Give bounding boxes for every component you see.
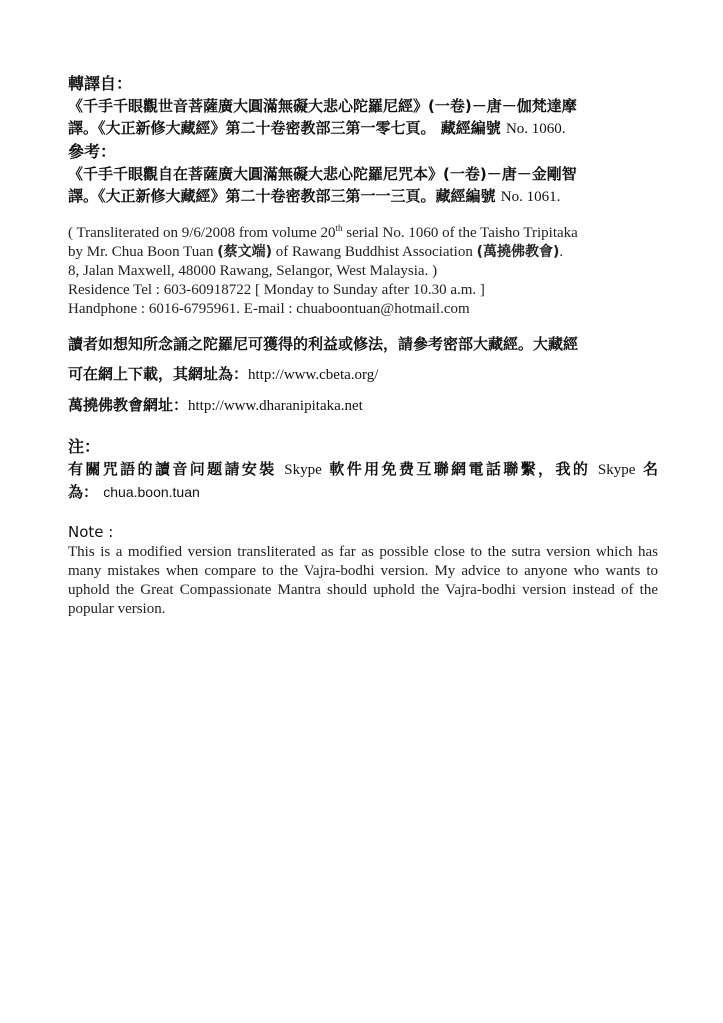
association-chinese-name: (萬撓佛教會) xyxy=(476,244,560,260)
document-page xyxy=(68,72,658,619)
dharanipitaka-link[interactable]: http://www.dharanipitaka.net xyxy=(188,398,363,414)
translation-source-line-2-text: 譯。《大正新修大藏經》第二十卷密教部三第一零七頁。 藏經編號 xyxy=(68,119,501,137)
reference-line-2 xyxy=(68,185,658,208)
readers-line-2 xyxy=(68,363,658,386)
reference-line-1: 《千手千眼觀自在菩薩廣大圓滿無礙大悲心陀羅尼咒本》(一卷)－唐－金剛智 xyxy=(68,165,577,183)
skype-word-2: Skype xyxy=(597,462,636,478)
contact-handphone-email: Handphone : 6016-6795961. E-mail : chuaboontuan@hotmail.com xyxy=(68,301,470,317)
contact-line-2-c: . xyxy=(559,244,564,260)
annotation-heading: 注： xyxy=(68,437,101,456)
contact-line-1-a: ( Transliterated on 9/6/2008 from volume 20 xyxy=(68,225,336,241)
annotation-line-2-text: 為： xyxy=(68,483,99,501)
note-body: This is a modified version transliterated as far as possible close to the sutra version which has many mistakes when compare to the Vajra-bodhi version. My advice to anyone who wants to uphold the Great Compassionate Mantra should uphold the Vajra-bodhi version instead of the popular version. xyxy=(68,544,658,617)
skype-id: chua.boon.tuan xyxy=(103,484,200,500)
annotation-line-2 xyxy=(68,481,658,503)
readers-line-2-text: 可在網上下載，其網址為： xyxy=(68,365,249,383)
skype-word-1: Skype xyxy=(284,462,322,478)
author-chinese-name: (蔡文端) xyxy=(217,244,272,260)
contact-section xyxy=(68,224,658,319)
annotation-line-1 xyxy=(68,458,658,481)
contact-residence-tel: Residence Tel : 603-60918722 [ Monday to Sunday after 10.30 a.m. ] xyxy=(68,282,485,298)
contact-line-2-b: of Rawang Buddhist Association xyxy=(272,244,477,260)
readers-line-3-text: 萬撓佛教會網址： xyxy=(68,396,189,414)
note-title: Note : xyxy=(68,523,114,541)
contact-line-1-b: serial No. 1060 of the Taisho Tripitaka xyxy=(342,225,578,241)
contact-line-2-a: by Mr. Chua Boon Tuan xyxy=(68,244,218,260)
reference-line-2-text: 譯。《大正新修大藏經》第二十卷密教部三第一一三頁。藏經編號 xyxy=(68,187,496,205)
translation-source-line-1: 《千手千眼觀世音菩薩廣大圓滿無礙大悲心陀羅尼經》(一卷)－唐－伽梵達摩 xyxy=(68,97,577,115)
reference-heading: 參考： xyxy=(68,142,117,161)
translation-source-line-2 xyxy=(68,117,658,140)
note-section xyxy=(68,521,658,619)
readers-line-1: 讀者如想知所念誦之陀羅尼可獲得的利益或修法，請參考密部大藏經。大藏經 xyxy=(68,335,579,353)
reference-section xyxy=(68,140,658,208)
annotation-line-1-a: 有關咒語的讀音问题請安裝 xyxy=(68,460,277,478)
readers-line-3 xyxy=(68,394,658,417)
contact-line-1 xyxy=(68,224,658,243)
annotation-line-1-b: 軟件用免费互聯網電話聯繫，我的 xyxy=(329,460,591,478)
annotation-section xyxy=(68,435,658,503)
translation-source-heading: 轉譯自： xyxy=(68,74,133,93)
contact-line-1-sup: th xyxy=(335,223,343,233)
cbeta-link[interactable]: http://www.cbeta.org/ xyxy=(248,367,379,383)
annotation-line-1-c: 名 xyxy=(642,460,658,478)
translation-source-section xyxy=(68,72,658,140)
contact-address: 8, Jalan Maxwell, 48000 Rawang, Selangor, West Malaysia. ) xyxy=(68,263,438,279)
translation-source-number: No. 1060. xyxy=(505,121,566,137)
reference-number: No. 1061. xyxy=(500,189,561,205)
contact-line-2 xyxy=(68,243,658,262)
readers-section xyxy=(68,333,658,417)
